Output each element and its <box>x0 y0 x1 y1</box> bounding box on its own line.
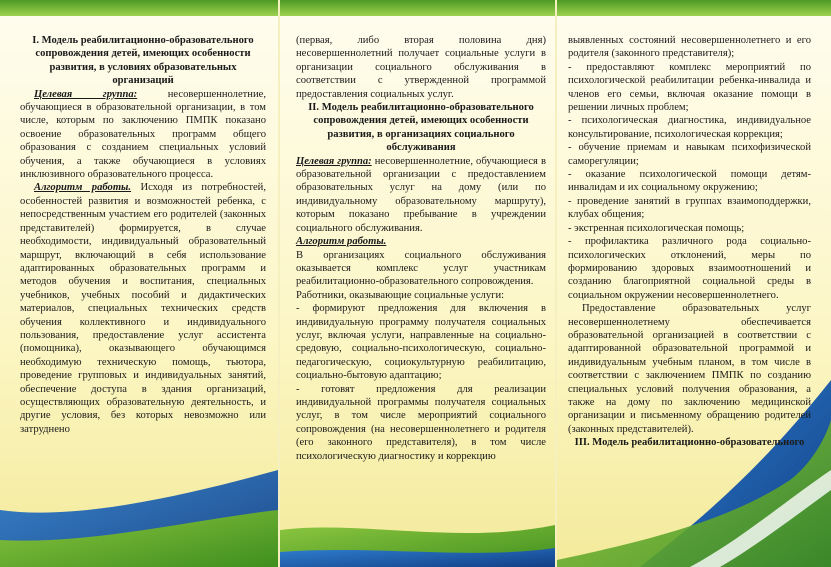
list-item: - профилактика различного рода социально-психологических отклонений, меры по формированию здоровых взаимоотношений и созданию благоприятной социальной среды в социальном окружении несовершеннолетнего. <box>568 236 811 301</box>
algorithm-label: Алгоритм работы. <box>34 182 132 194</box>
section-1-target-group <box>20 88 266 182</box>
target-group-text: несовершеннолетние, обучающиеся в образовательной организации, в том числе, которым по заключению ПМПК показано освоение образовательных программ общего образования с созданием специальных условий обучения, а также обучающиеся в условиях инклюзивного образовательного процесса. <box>20 88 266 181</box>
list-item: - проведение занятий в группах взаимоподдержки, клубах общения; <box>568 195 811 221</box>
column-2 <box>296 34 546 463</box>
top-band-2 <box>280 0 555 16</box>
section-1-heading: I. Модель реабилитационно-образовательного сопровождения детей, имеющих особенности развития, в условиях образовательных организаций <box>32 35 254 87</box>
section-2-heading: II. Модель реабилитационно-образовательного сопровождения детей, имеющих особенности развития, в организациях социального обслуживания <box>308 102 534 154</box>
list-item: - готовят предложения для реализации индивидуальной программы получателя социальных услуг, в том числе мероприятий социального сопровождения (на несовершеннолетнего и родителя (его законного представителя), в том числе психологическую диагностику и коррекцию <box>296 383 546 462</box>
column-1 <box>20 34 266 436</box>
list-item: - обучение приемам и навыкам психофизической саморегуляции; <box>568 142 811 167</box>
algorithm-text: Исходя из потребностей, особенностей развития и возможностей ребенка, с непосредственным участием его родителей (законных представителей) формируется, в случае необходимости, индивидуальный образовательный маршрут, включающий в себя использование адаптированных образовательных программ и методов обучения и воспитания, специальных учебников, учебных пособий и дидактических материалов, специальных технических средств обучения коллективного и индивидуального пользования, предоставление услуг ассистента (помощника), оказывающего обучающимся необходимую техническую помощь, тьютора, проведение групповых и индивидуальных занятий, обеспечение доступа в здания организаций, осуществляющих образовательную деятельность, и другие условия, без которых невозможно или затруднено <box>20 182 266 435</box>
section-2-target-group <box>296 155 546 235</box>
column-3 <box>568 34 811 450</box>
section-1-algorithm <box>20 181 266 436</box>
education-services-paragraph: Предоставление образовательных услуг несовершеннолетнему обеспечивается образовательной организацией в соответствии с адаптированной образовательной программой и индивидуальным учебным планом, в том числе в соответствии с заключением ПМПК по созданию специальных условий получения образования, а также на дому по заключению медицинской организации и письменному обращению родителей (законных представителей). <box>568 303 811 435</box>
column-3-intro: выявленных состояний несовершеннолетнего и его родителя (законного представителя); <box>568 35 811 60</box>
algorithm-label: Алгоритм работы. <box>296 236 387 248</box>
target-group-label: Целевая группа: <box>296 155 372 167</box>
top-band-3 <box>557 0 831 16</box>
list-item: - формируют предложения для включения в индивидуальную программу получателя социальных услуг, включая услуги, направленные на социально-средовую, социально-психологическую, социально-педагогическую, социокультурную реабилитацию, социально-бытовую адаптацию; <box>296 303 546 382</box>
list-item: - оказание психологической помощи детям-инвалидам и их социальному окружению; <box>568 169 811 194</box>
workers-intro: Работники, оказывающие социальные услуги: <box>296 289 505 301</box>
list-item: - психологическая диагностика, индивидуальное консультирование, психологическая коррекция; <box>568 115 811 140</box>
target-group-text: несовершеннолетние, обучающиеся в образовательной организации с предоставлением образовательных услуг на дому (или по индивидуальному образовательному маршруту), которым показано пребывание в учреждении социального обслуживания. <box>296 155 546 234</box>
column-2-intro: (первая, либо вторая половина дня) несовершеннолетний получает социальные услуги в организации социального обслуживания в соответствии с утвержденной программой предоставления социальных услуг. <box>296 35 546 100</box>
section-3-heading: III. Модель реабилитационно-образовательного <box>574 437 805 449</box>
target-group-label: Целевая группа: <box>34 88 138 100</box>
section-2-algorithm-text: В организациях социального обслуживания оказывается комплекс услуг участникам реабилитационно-образовательного сопровождения. <box>296 249 546 288</box>
list-item: - экстренная психологическая помощь; <box>568 222 745 234</box>
top-band-1 <box>0 0 278 16</box>
list-item: - предоставляют комплекс мероприятий по психологической реабилитации ребенка-инвалида и членов его семьи, включая оказание помощи в решении личных проблем; <box>568 61 811 114</box>
